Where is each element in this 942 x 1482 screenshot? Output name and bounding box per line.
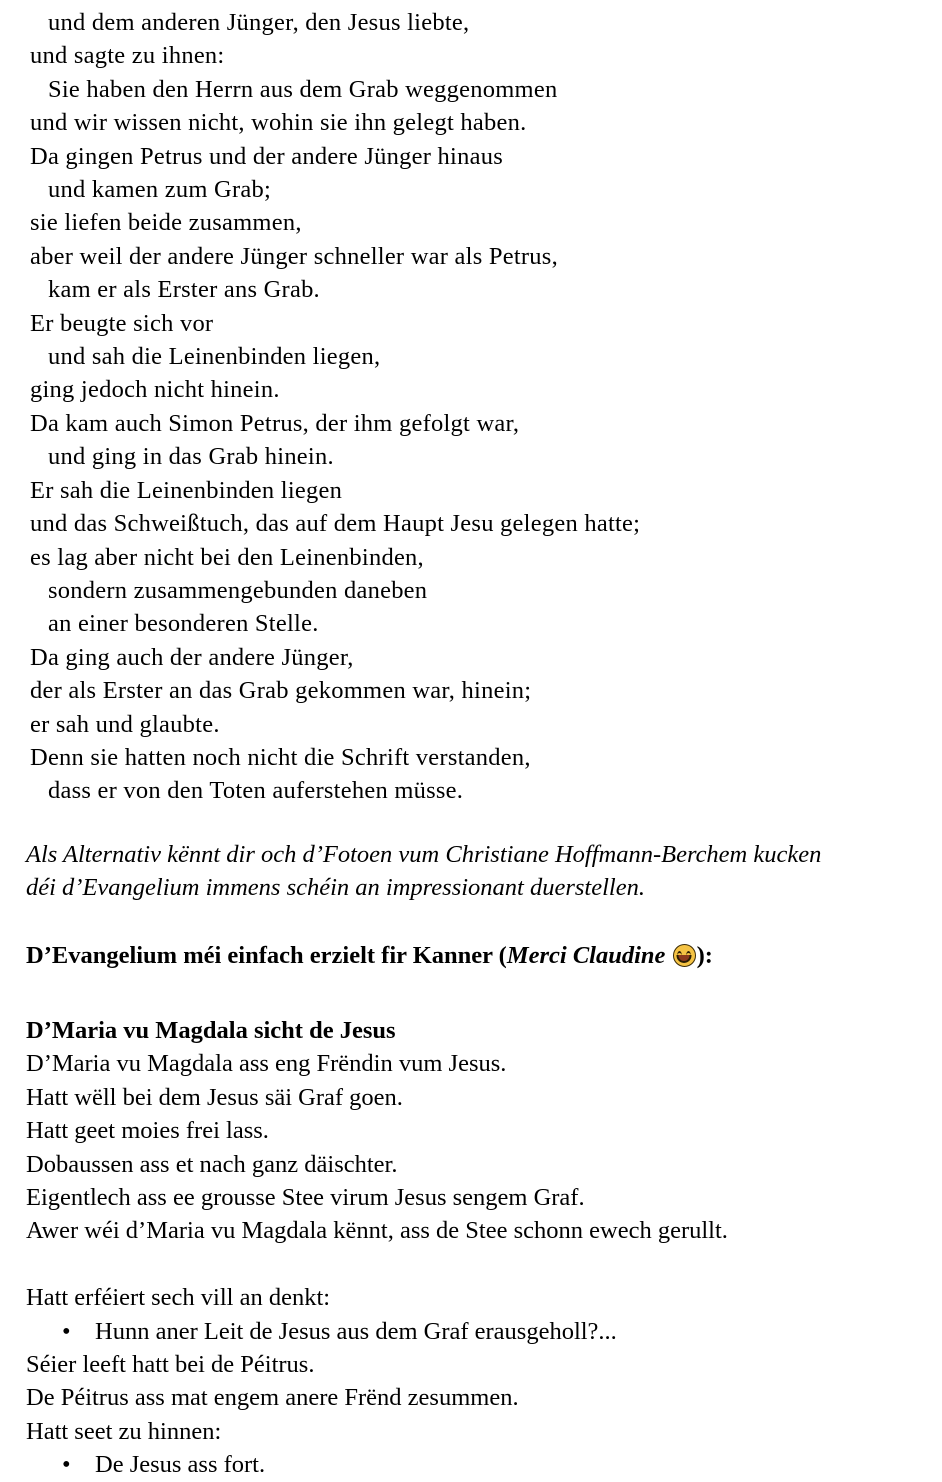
kids-gospel-heading xyxy=(0,939,942,972)
note-line-2: déi d’Evangelium immens schéin an impressionant duerstellen. xyxy=(26,874,645,902)
kids-heading-suffix: ): xyxy=(696,941,713,969)
note-line-1: Als Alternativ kënnt dir och d’Fotoen vum Christiane Hoffmann-Berchem kucken xyxy=(26,840,822,868)
kids-heading-credit: Merci Claudine xyxy=(506,941,672,969)
gospel-line: Da gingen Petrus und der andere Jünger hinaus xyxy=(30,142,503,170)
paragraph-spacer xyxy=(0,1248,942,1281)
story-line: Hatt seet zu hinnen: xyxy=(26,1417,222,1445)
story-bullet-text: De Jesus ass fort. xyxy=(95,1451,266,1479)
emoji-mouth xyxy=(677,955,692,963)
bullet-dot-icon: • xyxy=(62,1451,71,1479)
kids-heading-text: D’Evangelium méi einfach erzielt fir Kanner ( xyxy=(26,941,507,969)
story-line: Awer wéi d’Maria vu Magdala kënnt, ass de Stee schonn ewech gerullt. xyxy=(26,1217,728,1245)
story-sub-heading: D’Maria vu Magdala sicht de Jesus xyxy=(26,1016,396,1044)
gospel-line: und das Schweißtuch, das auf dem Haupt Jesu gelegen hatte; xyxy=(30,510,641,538)
gospel-line: Er sah die Leinenbinden liegen xyxy=(30,476,343,504)
gospel-line: er sah und glaubte. xyxy=(30,710,220,738)
gospel-line: der als Erster an das Grab gekommen war, hinein; xyxy=(30,677,532,705)
gospel-line: sondern zusammengebunden daneben xyxy=(48,576,428,604)
gospel-line: Da ging auch der andere Jünger, xyxy=(30,643,354,671)
story-line: Hatt erféiert sech vill an denkt: xyxy=(26,1284,331,1312)
gospel-line: sie liefen beide zusammen, xyxy=(30,209,302,237)
gospel-line: und kamen zum Grab; xyxy=(48,176,272,204)
gospel-line: Er beugte sich vor xyxy=(30,309,214,337)
simple-story-block xyxy=(0,1047,942,1481)
gospel-line: aber weil der andere Jünger schneller war als Petrus, xyxy=(30,242,558,270)
gospel-line: und ging in das Grab hinein. xyxy=(48,443,334,471)
story-line: Eigentlech ass ee grousse Stee virum Jesus sengem Graf. xyxy=(26,1184,585,1211)
bullet-dot-icon: • xyxy=(62,1317,71,1345)
story-line: Hatt geet moies frei lass. xyxy=(26,1117,269,1145)
story-line: D’Maria vu Magdala ass eng Frëndin vum Jesus. xyxy=(26,1050,507,1078)
story-line: Hatt wëll bei dem Jesus säi Graf goen. xyxy=(26,1083,403,1111)
gospel-line: Da kam auch Simon Petrus, der ihm gefolgt war, xyxy=(30,409,520,437)
story-line: De Péitrus ass mat engem anere Frënd zesummen. xyxy=(26,1384,519,1412)
gospel-line: Sie haben den Herrn aus dem Grab weggenommen xyxy=(48,75,558,103)
gospel-line: an einer besonderen Stelle. xyxy=(48,610,319,638)
gospel-line: und sah die Leinenbinden liegen, xyxy=(48,343,381,371)
story-bullet-item xyxy=(0,1448,942,1481)
story-line: Séier leeft hatt bei de Péitrus. xyxy=(26,1351,315,1379)
story-line: Dobaussen ass et nach ganz däischter. xyxy=(26,1150,398,1178)
gospel-line: und dem anderen Jünger, den Jesus liebte, xyxy=(48,9,470,36)
gospel-line: Denn sie hatten noch nicht die Schrift verstanden, xyxy=(30,743,531,771)
smiling-face-with-smiling-eyes-icon xyxy=(673,944,696,967)
gospel-line: dass er von den Toten auferstehen müsse. xyxy=(48,777,464,805)
gospel-line: kam er als Erster ans Grab. xyxy=(48,276,320,304)
gospel-line: ging jedoch nicht hinein. xyxy=(30,376,280,404)
story-bullet-text: Hunn aner Leit de Jesus aus dem Graf erausgeholl?... xyxy=(95,1317,617,1345)
gospel-line: und wir wissen nicht, wohin sie ihn gelegt haben. xyxy=(30,109,527,137)
story-bullet-item xyxy=(0,1315,942,1348)
gospel-line: und sagte zu ihnen: xyxy=(30,42,225,70)
gospel-line: es lag aber nicht bei den Leinenbinden, xyxy=(30,543,424,571)
alternative-photos-note xyxy=(0,838,938,905)
